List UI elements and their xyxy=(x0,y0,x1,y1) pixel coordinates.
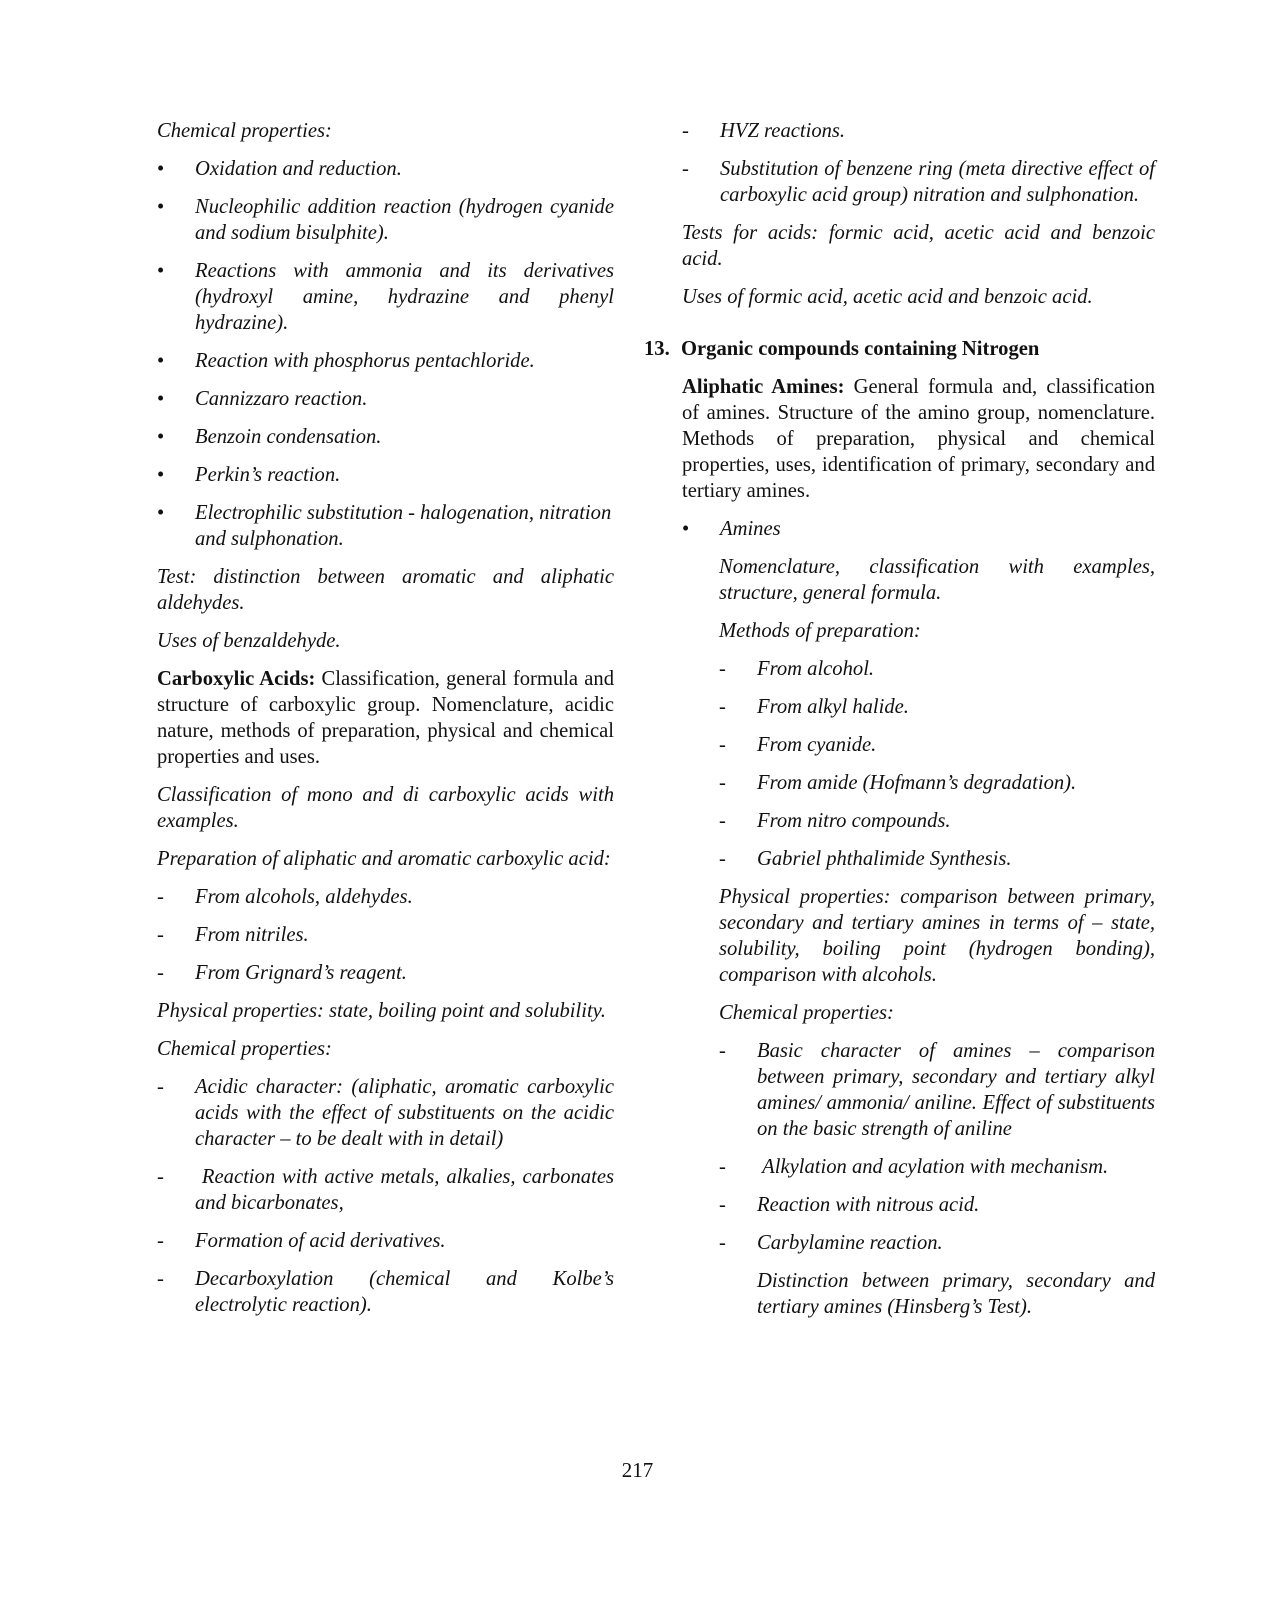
dash-icon: - xyxy=(157,886,164,908)
bullet-icon: • xyxy=(157,464,165,486)
list-item: - From nitro compounds. xyxy=(719,810,951,832)
nomenclature-text: Nomenclature, classification with examples, structure, general formula. xyxy=(719,556,1155,604)
carboxylic-label: Carboxylic Acids: xyxy=(157,668,316,690)
chem-props-heading-2: Chemical properties: xyxy=(157,1038,332,1060)
list-item: - Reaction with nitrous acid. xyxy=(719,1194,980,1216)
dash-icon: - xyxy=(157,1230,164,1252)
amines-text: General formula and, classification of amines. Structure of the amino group, nomenclature. Methods of preparation, physical and chemical properties, uses, identification of primary, secondary and tertiary amines. xyxy=(682,376,1155,502)
dash-icon: - xyxy=(157,924,164,946)
list-item: - Gabriel phthalimide Synthesis. xyxy=(719,848,1012,870)
uses-text: Uses of benzaldehyde. xyxy=(157,630,341,652)
list-item: • Reaction with phosphorus pentachloride. xyxy=(157,350,535,372)
physical-text: Physical properties: state, boiling point and solubility. xyxy=(157,1000,606,1022)
dash-icon: - xyxy=(719,1232,726,1254)
list-item: - Carbylamine reaction. xyxy=(719,1232,943,1254)
dash-icon: - xyxy=(682,158,689,180)
right-column xyxy=(644,118,1155,1332)
list-item: - From nitriles. xyxy=(157,924,309,946)
list-item: • Benzoin condensation. xyxy=(157,426,382,448)
distinction-text: Distinction between primary, secondary and tertiary amines (Hinsberg’s Test). xyxy=(757,1270,1155,1318)
section-title: Organic compounds containing Nitrogen xyxy=(681,338,1040,360)
carboxylic-paragraph xyxy=(157,666,614,770)
dash-icon: - xyxy=(719,810,726,832)
bullet-icon: • xyxy=(682,518,690,540)
list-item: • Nucleophilic addition reaction (hydrogen cyanide and sodium bisulphite). xyxy=(157,196,614,244)
list-item: - From Grignard’s reagent. xyxy=(157,962,407,984)
dash-icon: - xyxy=(719,1194,726,1216)
uses-text: Uses of formic acid, acetic acid and benzoic acid. xyxy=(682,286,1093,308)
list-item: - From amide (Hofmann’s degradation). xyxy=(719,772,1077,794)
dash-icon: - xyxy=(719,658,726,680)
list-item: • Reactions with ammonia and its derivatives (hydroxyl amine, hydrazine and phenyl hydrazine). xyxy=(157,260,614,334)
dash-icon: - xyxy=(157,1076,164,1098)
section-heading xyxy=(644,336,1155,362)
list-item: • Perkin’s reaction. xyxy=(157,464,341,486)
list-item: • Cannizzaro reaction. xyxy=(157,388,368,410)
left-column xyxy=(157,118,620,1330)
dash-icon: - xyxy=(157,962,164,984)
list-item: - Basic character of amines – comparison between primary, secondary and tertiary alkyl amines/ ammonia/ aniline. Effect of substituents on the basic strength of aniline xyxy=(719,1040,1155,1140)
list-item: - From alcohol. xyxy=(719,658,875,680)
dash-icon: - xyxy=(719,696,726,718)
bullet-icon: • xyxy=(157,260,165,282)
carboxylic-text: Classification, general formula and structure of carboxylic group. Nomenclature, acidic nature, methods of preparation, physical and chemical properties and uses. xyxy=(157,668,614,768)
classification-text: Classification of mono and di carboxylic acids with examples. xyxy=(157,784,614,832)
bullet-icon: • xyxy=(157,158,165,180)
dash-icon: - xyxy=(719,734,726,756)
list-item: - Decarboxylation (chemical and Kolbe’s electrolytic reaction). xyxy=(157,1268,614,1316)
amines-label: Aliphatic Amines: xyxy=(682,376,845,398)
list-item: - Alkylation and acylation with mechanism. xyxy=(719,1156,1109,1178)
list-item: - Acidic character: (aliphatic, aromatic carboxylic acids with the effect of substituents on the acidic character – to be dealt with in detail) xyxy=(157,1076,614,1150)
dash-icon: - xyxy=(719,772,726,794)
bullet-icon: • xyxy=(157,426,165,448)
chem-heading: Chemical properties: xyxy=(719,1002,894,1024)
dash-icon: - xyxy=(719,1040,726,1062)
dash-icon: - xyxy=(682,120,689,142)
section-number: 13. xyxy=(644,338,670,360)
list-item: • Oxidation and reduction. xyxy=(157,158,402,180)
methods-heading: Methods of preparation: xyxy=(719,620,921,642)
list-item: • Amines xyxy=(682,518,781,540)
physical-text: Physical properties: comparison between primary, secondary and tertiary amines in terms of – state, solubility, boiling point (hydrogen bonding), comparison with alcohols. xyxy=(719,886,1155,986)
dash-icon: - xyxy=(157,1166,164,1188)
bullet-icon: • xyxy=(157,502,165,524)
list-item: • Electrophilic substitution - halogenation, nitration and sulphonation. xyxy=(157,502,612,550)
list-item: - Substitution of benzene ring (meta directive effect of carboxylic acid group) nitration and sulphonation. xyxy=(682,158,1155,206)
bullet-icon: • xyxy=(157,350,165,372)
dash-icon: - xyxy=(157,1268,164,1290)
tests-text: Tests for acids: formic acid, acetic acid and benzoic acid. xyxy=(682,222,1155,270)
dash-icon: - xyxy=(719,1156,726,1178)
list-item: - From cyanide. xyxy=(719,734,877,756)
test-text: Test: distinction between aromatic and aliphatic aldehydes. xyxy=(157,566,614,614)
page-number: 217 xyxy=(621,1458,654,1482)
amines-paragraph xyxy=(658,374,1155,504)
list-item: - Formation of acid derivatives. xyxy=(157,1230,446,1252)
chem-props-heading: Chemical properties: xyxy=(157,120,332,142)
list-item: - From alkyl halide. xyxy=(719,696,909,718)
preparation-heading: Preparation of aliphatic and aromatic carboxylic acid: xyxy=(157,848,611,870)
bullet-icon: • xyxy=(157,388,165,410)
list-item: - From alcohols, aldehydes. xyxy=(157,886,413,908)
dash-icon: - xyxy=(719,848,726,870)
bullet-icon: • xyxy=(157,196,165,218)
list-item: - HVZ reactions. xyxy=(682,120,846,142)
list-item: - Reaction with active metals, alkalies, carbonates and bicarbonates, xyxy=(157,1166,620,1214)
